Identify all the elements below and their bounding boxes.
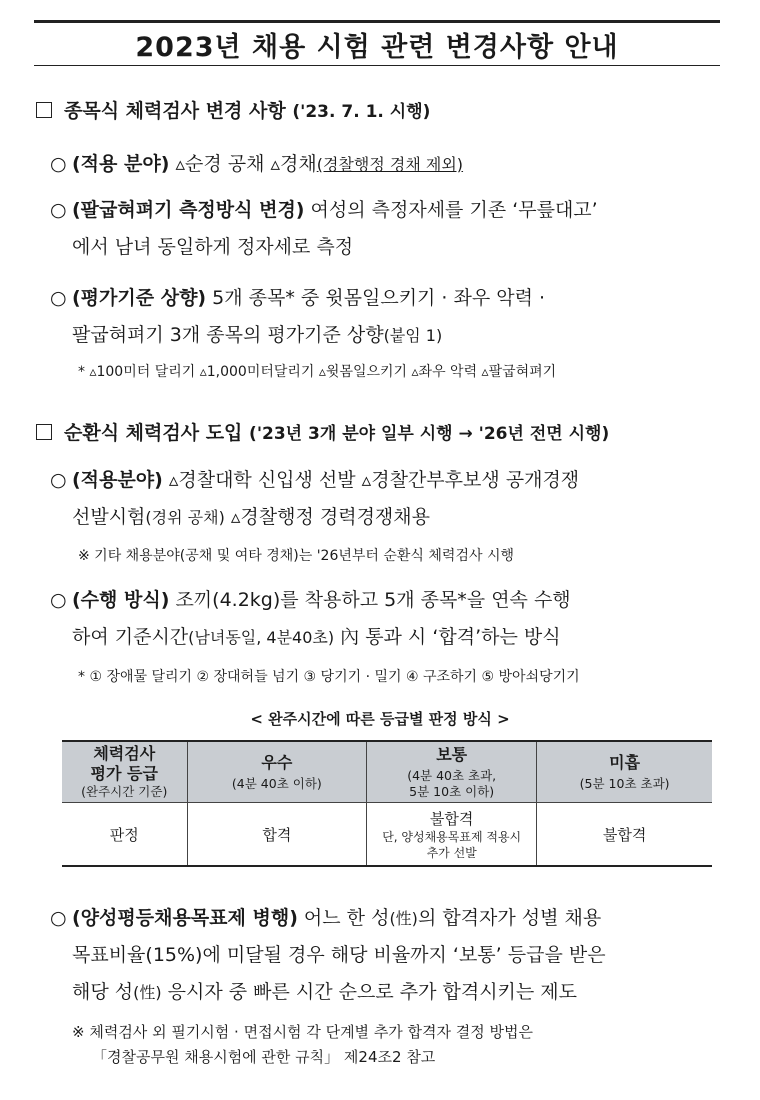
section-2-note-3-line-2: 「경찰공무원 채용시험에 관한 규칙」 제24조2 참고	[92, 1048, 436, 1066]
grade-table	[62, 740, 712, 867]
circle-bullet-icon: ○	[50, 469, 67, 491]
section-2-note-3-line-1: ※ 체력검사 외 필기시험 · 면접시험 각 단계별 추가 합격자 결정 방법은	[72, 1023, 534, 1041]
circle-bullet-icon: ○	[50, 907, 67, 929]
header-insufficient: 미흡 (5분 10초 초과)	[537, 741, 712, 803]
section-1-item-1: ○ (적용 분야) ▵순경 공채 ▵경채(경찰행정 경채 제외)	[50, 146, 730, 183]
square-bullet-icon	[36, 102, 52, 118]
title-box	[34, 20, 720, 66]
section-1-item-3: ○ (평가기준 상향) 5개 종목* 중 윗몸일으키기 · 좌우 악력 · 팔굽혀펴기 3개 종목의 평가기준 상향(붙임 1)	[50, 280, 730, 354]
section-2-item-2: ○ (수행 방식) 조끼(4.2kg)를 착용하고 5개 종목*을 연속 수행 하여 기준시간(남녀동일, 4분40초) 內 통과 시 ‘합격’하는 방식	[50, 582, 730, 656]
row-label: 판정	[109, 825, 139, 844]
cell-fail-with-note: 불합격 단, 양성채용목표제 적용시 추가 선발	[367, 803, 537, 867]
header-grade-criteria: 체력검사 평가 등급 (완주시간 기준)	[81, 744, 168, 799]
section-2-item-1: ○ (적용분야) ▵경찰대학 신입생 선발 ▵경찰간부후보생 공개경쟁 선발시험(경위 공채) ▵경찰행정 경력경쟁채용	[50, 462, 730, 536]
table-caption: < 완주시간에 따른 등급별 판정 방식 >	[250, 710, 510, 728]
cell-pass: 합격	[187, 803, 367, 867]
section-2-note-2: * ① 장애물 달리기 ② 장대허들 넘기 ③ 당기기 · 밀기 ④ 구조하기 ⑤ 방아쇠당기기	[78, 669, 580, 685]
section-1-title: 종목식 체력검사 변경 사항	[64, 100, 286, 122]
circle-bullet-icon: ○	[50, 153, 67, 175]
section-1-footnote: * ▵100미터 달리기 ▵1,000미터달리기 ▵윗몸일으키기 ▵좌우 악력 ▵팔굽혀펴기	[78, 364, 557, 380]
section-2-note-1: ※ 기타 채용분야(공채 및 여타 경채)는 '26년부터 순환식 체력검사 시행	[78, 548, 514, 564]
section-2-date: ('23년 3개 분야 일부 시행 → '26년 전면 시행)	[249, 424, 610, 444]
circle-bullet-icon: ○	[50, 287, 67, 309]
header-excellent: 우수 (4분 40초 이하)	[187, 741, 367, 803]
page-title: 2023년 채용 시험 관련 변경사항 안내	[135, 31, 619, 63]
section-2-title: 순환식 체력검사 도입	[64, 422, 243, 444]
section-1-heading	[36, 96, 430, 123]
table-header-row	[62, 741, 712, 803]
section-1-item-2: ○ (팔굽혀펴기 측정방식 변경) 여성의 측정자세를 기존 ‘무릎대고’ 에서 남녀 동일하게 정자세로 측정	[50, 192, 730, 266]
header-average: 보통 (4분 40초 초과, 5분 10초 이하)	[367, 741, 537, 803]
section-2-heading	[36, 418, 609, 445]
cell-fail: 불합격	[537, 803, 712, 867]
circle-bullet-icon: ○	[50, 199, 67, 221]
section-2-item-3: ○ (양성평등채용목표제 병행) 어느 한 성(性)의 합격자가 성별 채용 목표비율(15%)에 미달될 경우 해당 비율까지 ‘보통’ 등급을 받은 해당 성(性) 응시자 중 빠른 시간 순으로 추가 합격시키는 제도	[50, 900, 730, 1011]
circle-bullet-icon: ○	[50, 589, 67, 611]
square-bullet-icon	[36, 424, 52, 440]
section-1-date: ('23. 7. 1. 시행)	[292, 102, 431, 122]
table-row	[62, 803, 712, 867]
